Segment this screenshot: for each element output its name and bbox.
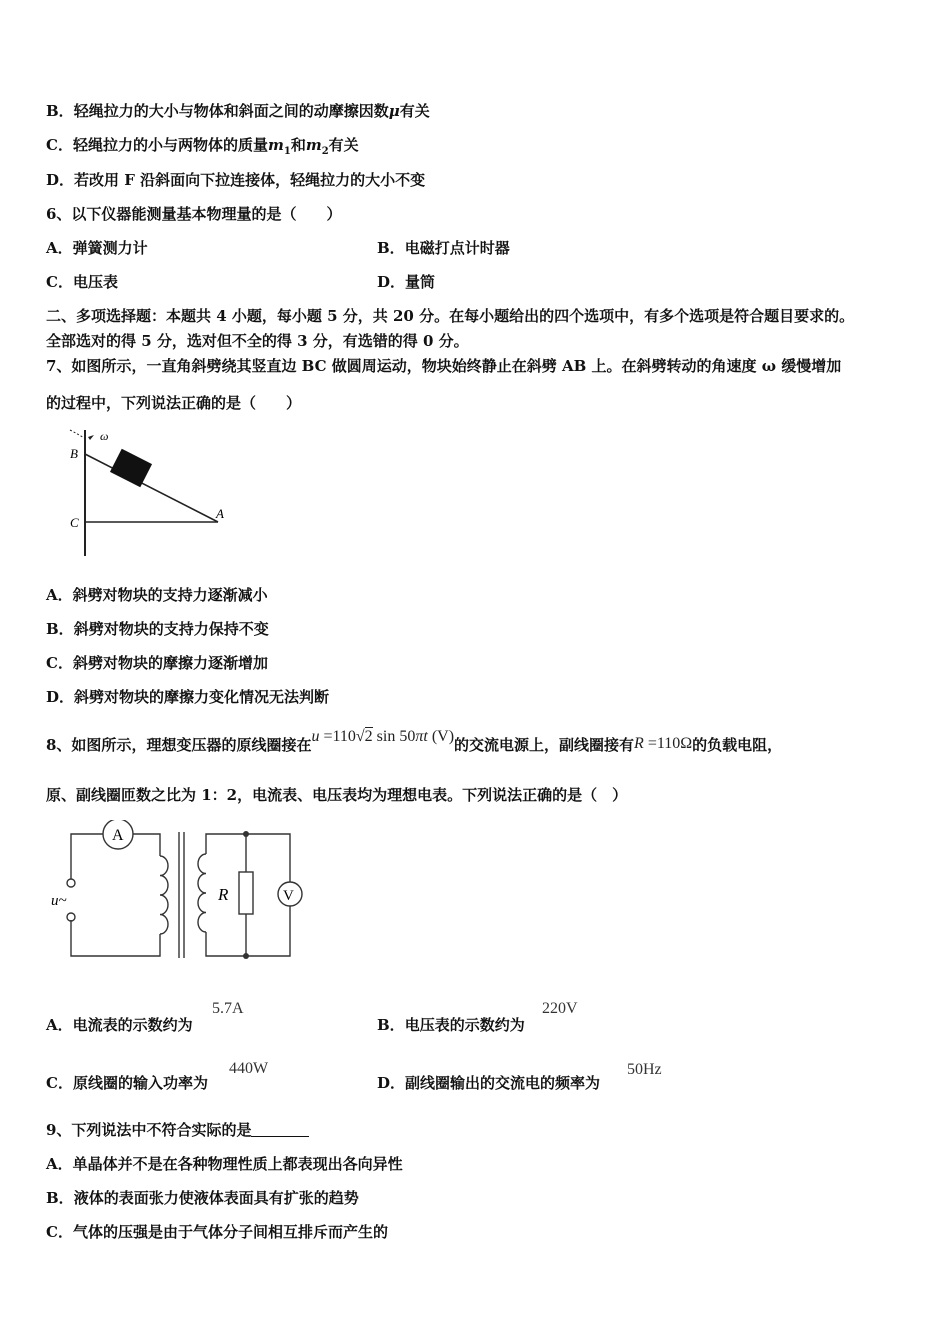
source-voltage-formula: u =110√2 sin 50πt (V) — [311, 728, 455, 745]
q9-option-b: B．液体的表面张力使液体表面具有扩张的趋势 — [46, 1189, 359, 1207]
q6-option-b: B．电磁打点计时器 — [377, 239, 510, 257]
q8-option-b: B．电压表的示数约为 — [377, 1016, 525, 1034]
q8-transformer-figure — [46, 820, 316, 970]
q8-stem-line2: 原、副线圈匝数之比为 1：2，电流表、电压表均为理想电表。下列说法正确的是（ ） — [46, 786, 628, 804]
q5-option-d: D．若改用 F 沿斜面向下拉连接体，轻绳拉力的大小不变 — [46, 171, 426, 189]
voltmeter-label: V — [283, 888, 294, 904]
arrow-head-icon — [88, 435, 94, 440]
q7-wedge-figure — [60, 424, 240, 560]
q8-stem-line1: 8、如图所示，理想变压器的原线圈接在u =110√2 sin 50πt (V)的交流电源上，副线圈接有R =110Ω的负载电阻， — [46, 728, 783, 754]
secondary-coil — [198, 854, 206, 932]
q9-option-a: A．单晶体并不是在各种物理性质上都表现出各向异性 — [46, 1155, 403, 1173]
primary-coil — [160, 856, 168, 934]
label-c: C — [70, 515, 79, 530]
q7-stem-line2: 的过程中，下列说法正确的是（ ） — [46, 394, 302, 412]
resistor-label: R — [218, 885, 229, 904]
q6-option-a: A．弹簧测力计 — [46, 239, 148, 257]
q8-option-d-value: 50Hz — [627, 1061, 662, 1078]
q7-option-d: D．斜劈对物块的摩擦力变化情况无法判断 — [46, 688, 330, 706]
primary-wire-top-right — [133, 834, 160, 856]
terminal-bottom — [67, 913, 75, 921]
primary-wire-bottom — [71, 920, 160, 956]
terminal-top — [67, 879, 75, 887]
load-resistance-formula: R =110Ω — [634, 735, 693, 752]
q8-option-a: A．电流表的示数约为 — [46, 1016, 193, 1034]
q8-option-d: D．副线圈输出的交流电的频率为 — [377, 1074, 601, 1092]
section2-line1: 二、多项选择题：本题共 4 小题，每小题 5 分，共 20 分。在每小题给出的四个选项中，有多个选项是符合题目要求的。 — [46, 307, 855, 325]
section2-line2: 全部选对的得 5 分，选对但不全的得 3 分，有选错的得 0 分。 — [46, 332, 469, 350]
ammeter-label: A — [112, 827, 124, 844]
q6-option-c: C．电压表 — [46, 273, 118, 291]
q7-stem-line1: 7、如图所示，一直角斜劈绕其竖直边 BC 做圆周运动，物块始终静止在斜劈 AB 上。在斜劈转动的角速度 ω 缓慢增加 — [46, 357, 842, 375]
secondary-wire-top — [206, 834, 290, 882]
q7-option-a: A．斜劈对物块的支持力逐渐减小 — [46, 586, 268, 604]
block — [110, 449, 152, 488]
answer-blank — [251, 1122, 309, 1137]
q5-option-c: C．轻绳拉力的小与两物体的质量$m_1$和$m_2$有关 — [46, 136, 359, 157]
label-omega: ω — [100, 429, 109, 443]
q9-stem: 9、下列说法中不符合实际的是 — [46, 1120, 309, 1140]
source-label: u~ — [51, 893, 67, 909]
rotation-arrow-icon — [70, 430, 84, 438]
q8-option-a-value: 5.7A — [212, 1000, 244, 1017]
q8-option-c: C．原线圈的输入功率为 — [46, 1074, 208, 1092]
q7-option-c: C．斜劈对物块的摩擦力逐渐增加 — [46, 654, 268, 672]
resistor — [239, 872, 253, 914]
label-a: A — [216, 506, 224, 521]
q5-option-b: B．轻绳拉力的大小与物体和斜面之间的动摩擦因数μ有关 — [46, 102, 430, 120]
q7-option-b: B．斜劈对物块的支持力保持不变 — [46, 620, 269, 638]
q8-option-c-value: 440W — [229, 1060, 269, 1077]
primary-wire-top-left — [71, 834, 103, 879]
q9-option-c: C．气体的压强是由于气体分子间相互排斥而产生的 — [46, 1223, 388, 1241]
q6-option-d: D．量筒 — [377, 273, 436, 291]
label-b: B — [70, 446, 78, 461]
junction-top — [243, 831, 249, 837]
q6-stem: 6、以下仪器能测量基本物理量的是（ ） — [46, 205, 342, 223]
q8-option-b-value: 220V — [542, 1000, 578, 1017]
junction-bottom — [243, 953, 249, 959]
